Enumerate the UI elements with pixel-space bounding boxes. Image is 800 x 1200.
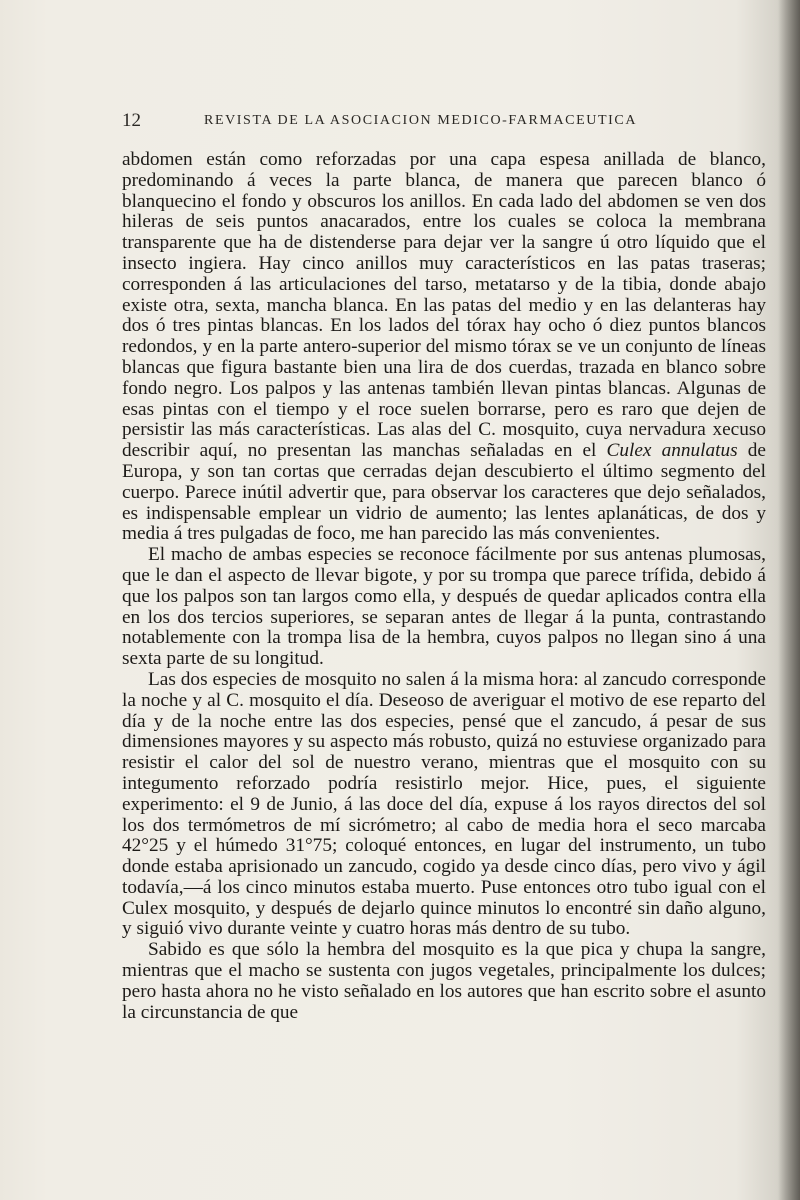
paragraph-2: El macho de ambas especies se reconoce fácilmente por sus antenas plumosas, que le dan el aspecto de llevar bigote, y por su trompa que parece trífida, debido á que los palpos son tan largos como ella, y después de quedar aplicados contra ella en los dos tercios superiores, se separan antes de llegar á la punta, contrastando notablemente con la trompa lisa de la hembra, cuyos palpos no llegan sino á una sexta parte de su longitud. [122, 544, 766, 670]
paragraph-1-text-continued: de Europa, y son tan cortas que cerradas dejan descubierto el último segmento del cuerpo. Parece inútil advertir que, para observar los caracteres que dejo señalados, es indispensable emplear un vidrio de aumento; las lentes aplanáticas, de dos y media á tres pulgadas de foco, me han parecido las más convenientes. [122, 440, 766, 545]
paragraph-4: Sabido es que sólo la hembra del mosquito es la que pica y chupa la sangre, mientras que el macho se sustenta con jugos vegetales, principalmente los dulces; pero hasta ahora no he visto señalado en los autores que han escrito sobre el asunto la circunstancia de que [122, 939, 766, 1023]
running-header [122, 110, 762, 136]
species-name-italic: Culex annulatus [606, 440, 738, 462]
body-text [122, 150, 766, 1023]
page-number: 12 [122, 110, 141, 131]
paragraph-3: Las dos especies de mosquito no salen á la misma hora: al zancudo corresponde la noche y al C. mosquito el día. Deseoso de averiguar el motivo de ese reparto del día y de la noche entre las dos especies, pensé que el zancudo, á pesar de sus dimensiones mayores y su aspecto más robusto, quizá no estuviese organizado para resistir el calor del sol de nuestro verano, mientras que el mosquito con su integumento reforzado podría resistirlo mejor. Hice, pues, el siguiente experimento: el 9 de Junio, á las doce del día, expuse á los rayos directos del sol los dos termómetros de mí sicrómetro; al cabo de media hora el seco marcaba 42°25 y el húmedo 31°75; coloqué entonces, en lugar del instrumento, un tubo donde estaba aprisionado un zancudo, cogido ya desde cinco días, pero vivo y ágil todavía,—á los cinco minutos estaba muerto. Puse entonces otro tubo igual con el Culex mosquito, y después de dejarlo quince minutos lo encontré sin daño alguno, y siguió vivo durante veinte y cuatro horas más dentro de su tubo. [122, 668, 766, 940]
paragraph-1 [122, 150, 766, 545]
paragraph-1-text: abdomen están como reforzadas por una capa espesa anillada de blanco, predominando á veces la parte blanca, de manera que parecen blanco ó blanquecino el fondo y obscuros los anillos. En cada lado del abdomen se ven dos hileras de seis puntos anacarados, entre los cuales se coloca la membrana transparente que ha de distenderse para dejar ver la sangre ú otro líquido que el insecto ingiera. Hay cinco anillos muy característicos en las patas traseras; corresponden á las articulaciones del tarso, metatarso y de la tibia, donde abajo existe otra, sexta, mancha blanca. En las patas del medio y en las delanteras hay dos ó tres pintas blancas. En los lados del tórax hay ocho ó diez puntos blancos redondos, y en la parte antero-superior del mismo tórax se ve un conjunto de líneas blancas que figura bastante bien una lira de dos cuerdas, trazada en blanco sobre fondo negro. Los palpos y las antenas también llevan pintas blancas. Algunas de esas pintas con el tiempo y el roce suelen borrarse, pero es raro que dejen de persistir las más características. Las alas del C. mosquito, cuya nervadura xecuso describir aquí, no presentan las manchas señaladas en el [122, 149, 766, 462]
journal-title: REVISTA DE LA ASOCIACION MEDICO-FARMACEUTICA [204, 113, 638, 128]
book-spine-shadow [778, 0, 800, 1200]
